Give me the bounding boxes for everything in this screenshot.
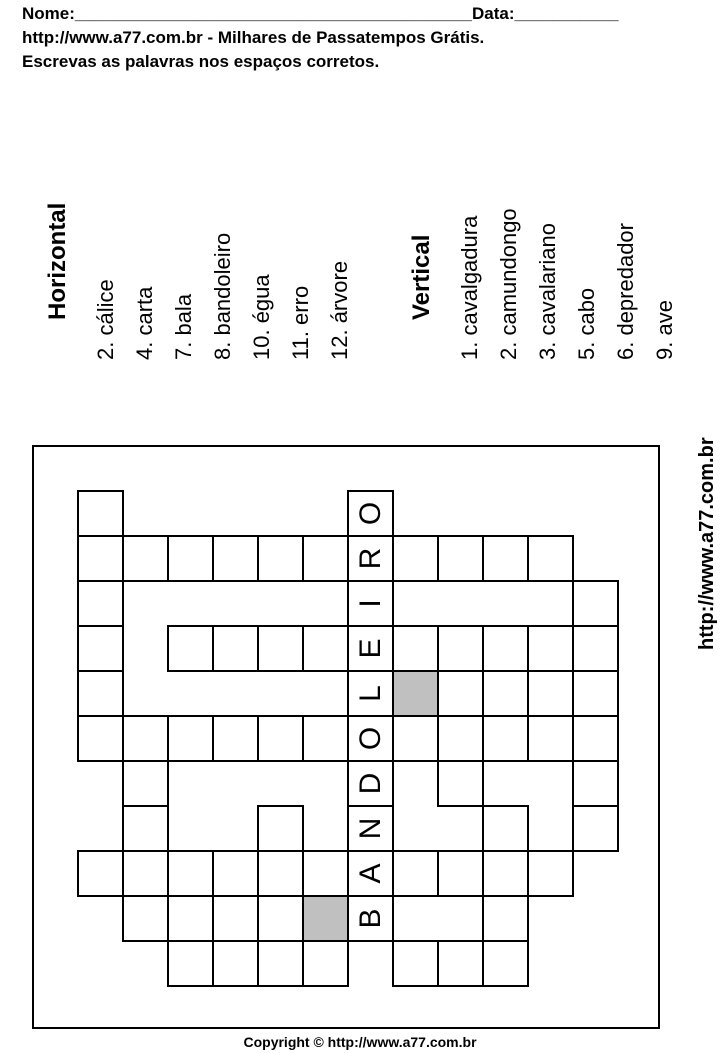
vertical-title: Vertical bbox=[408, 234, 435, 320]
crossword-cell[interactable] bbox=[348, 671, 393, 716]
crossword-cell[interactable] bbox=[258, 716, 303, 761]
crossword-cell[interactable] bbox=[168, 941, 213, 986]
cell-letter: O bbox=[354, 726, 387, 751]
crossword-cell[interactable] bbox=[393, 671, 438, 716]
site-tagline: http://www.a77.com.br - Milhares de Passatempos Grátis. bbox=[22, 28, 485, 47]
crossword-cell[interactable] bbox=[348, 581, 393, 626]
crossword-cell[interactable] bbox=[483, 941, 528, 986]
crossword-cell[interactable] bbox=[573, 581, 618, 626]
crossword-cell[interactable] bbox=[123, 761, 168, 806]
horizontal-clue: 2. cálice bbox=[93, 279, 118, 360]
cell-letter: I bbox=[354, 599, 387, 608]
horizontal-clue: 7. bala bbox=[171, 293, 196, 360]
crossword-cell[interactable] bbox=[393, 536, 438, 581]
crossword-cell[interactable] bbox=[303, 941, 348, 986]
crossword-cell[interactable] bbox=[123, 896, 168, 941]
crossword-cell[interactable] bbox=[438, 536, 483, 581]
crossword-cell[interactable] bbox=[483, 851, 528, 896]
crossword-cell[interactable] bbox=[78, 851, 123, 896]
vertical-clue: 2. camundongo bbox=[496, 208, 521, 360]
crossword-cell[interactable] bbox=[78, 536, 123, 581]
cell-letter: N bbox=[354, 817, 387, 840]
vertical-clue: 5. cabo bbox=[574, 287, 599, 360]
crossword-cell[interactable] bbox=[348, 806, 393, 851]
crossword-cell[interactable] bbox=[393, 851, 438, 896]
crossword-cell[interactable] bbox=[438, 851, 483, 896]
crossword-cell[interactable] bbox=[258, 851, 303, 896]
crossword-cell[interactable] bbox=[168, 851, 213, 896]
crossword-cell[interactable] bbox=[78, 671, 123, 716]
crossword-cell[interactable] bbox=[528, 626, 573, 671]
crossword-cell[interactable] bbox=[348, 491, 393, 536]
vertical-clue: 9. ave bbox=[652, 300, 677, 360]
name-date-line: Nome:__________________________________________Data:___________ bbox=[22, 4, 619, 23]
crossword-cell[interactable] bbox=[123, 716, 168, 761]
crossword-cell[interactable] bbox=[303, 536, 348, 581]
crossword-cell[interactable] bbox=[213, 716, 258, 761]
vertical-clue: 3. cavalariano bbox=[535, 223, 560, 360]
crossword-cell[interactable] bbox=[123, 536, 168, 581]
cell-letter: B bbox=[354, 908, 387, 929]
crossword-cell[interactable] bbox=[258, 896, 303, 941]
crossword-cell[interactable] bbox=[573, 806, 618, 851]
crossword-cell[interactable] bbox=[348, 851, 393, 896]
crossword-cell[interactable] bbox=[393, 716, 438, 761]
crossword-cell[interactable] bbox=[393, 626, 438, 671]
crossword-cell[interactable] bbox=[258, 536, 303, 581]
crossword-cell[interactable] bbox=[348, 896, 393, 941]
horizontal-title: Horizontal bbox=[44, 202, 71, 320]
crossword-cell[interactable] bbox=[303, 851, 348, 896]
copyright: Copyright © http://www.a77.com.br bbox=[243, 1034, 477, 1050]
crossword-cell[interactable] bbox=[213, 626, 258, 671]
crossword-cell[interactable] bbox=[123, 806, 168, 851]
cell-letter: E bbox=[354, 638, 387, 659]
crossword-cell[interactable] bbox=[393, 941, 438, 986]
crossword-cell[interactable] bbox=[438, 761, 483, 806]
horizontal-clue: 8. bandoleiro bbox=[210, 232, 235, 360]
crossword-cell[interactable] bbox=[168, 536, 213, 581]
crossword-cell[interactable] bbox=[213, 896, 258, 941]
crossword-cell[interactable] bbox=[168, 716, 213, 761]
crossword-cell[interactable] bbox=[348, 626, 393, 671]
crossword-cell[interactable] bbox=[213, 851, 258, 896]
crossword-cell[interactable] bbox=[528, 716, 573, 761]
crossword-cell[interactable] bbox=[168, 896, 213, 941]
cell-letter: O bbox=[354, 501, 387, 526]
cell-letter: R bbox=[354, 547, 387, 570]
horizontal-clue: 4. carta bbox=[132, 286, 157, 360]
crossword-cell[interactable] bbox=[258, 941, 303, 986]
horizontal-clue: 11. erro bbox=[288, 285, 313, 360]
crossword-cell[interactable] bbox=[573, 671, 618, 716]
crossword-cell[interactable] bbox=[438, 941, 483, 986]
vertical-clue: 6. depredador bbox=[613, 223, 638, 360]
crossword-cell[interactable] bbox=[573, 626, 618, 671]
crossword-cell[interactable] bbox=[258, 806, 303, 851]
vertical-clue: 1. cavalgadura bbox=[457, 215, 482, 360]
cell-letter: D bbox=[354, 772, 387, 795]
crossword-cell[interactable] bbox=[348, 761, 393, 806]
crossword-cell[interactable] bbox=[213, 941, 258, 986]
crossword-cell[interactable] bbox=[573, 761, 618, 806]
crossword-cell[interactable] bbox=[573, 716, 618, 761]
crossword-cell[interactable] bbox=[348, 716, 393, 761]
crossword-cell[interactable] bbox=[168, 626, 213, 671]
crossword-cell[interactable] bbox=[483, 626, 528, 671]
crossword-cell[interactable] bbox=[78, 491, 123, 536]
side-url: http://www.a77.com.br bbox=[696, 437, 718, 650]
crossword-cell[interactable] bbox=[438, 626, 483, 671]
crossword-cell[interactable] bbox=[483, 896, 528, 941]
horizontal-clue: 10. égua bbox=[249, 274, 274, 360]
crossword-cell[interactable] bbox=[438, 716, 483, 761]
crossword-cell[interactable] bbox=[483, 716, 528, 761]
crossword-cell[interactable] bbox=[78, 716, 123, 761]
cell-letter: A bbox=[354, 863, 387, 884]
crossword-cell[interactable] bbox=[483, 806, 528, 851]
crossword-cell[interactable] bbox=[528, 536, 573, 581]
crossword-cell[interactable] bbox=[303, 626, 348, 671]
crossword-cell[interactable] bbox=[78, 581, 123, 626]
crossword-cell[interactable] bbox=[123, 851, 168, 896]
crossword-cell[interactable] bbox=[258, 626, 303, 671]
crossword-cell[interactable] bbox=[303, 716, 348, 761]
crossword-cell[interactable] bbox=[483, 671, 528, 716]
crossword-cell[interactable] bbox=[303, 896, 348, 941]
crossword-cell[interactable] bbox=[213, 536, 258, 581]
crossword-cell[interactable] bbox=[528, 851, 573, 896]
crossword-cell[interactable] bbox=[483, 536, 528, 581]
horizontal-clue: 12. árvore bbox=[327, 260, 352, 360]
instructions: Escrevas as palavras nos espaços corretos. bbox=[22, 52, 380, 71]
crossword-cell[interactable] bbox=[78, 626, 123, 671]
crossword-cell[interactable] bbox=[348, 536, 393, 581]
cell-letter: L bbox=[354, 685, 387, 702]
